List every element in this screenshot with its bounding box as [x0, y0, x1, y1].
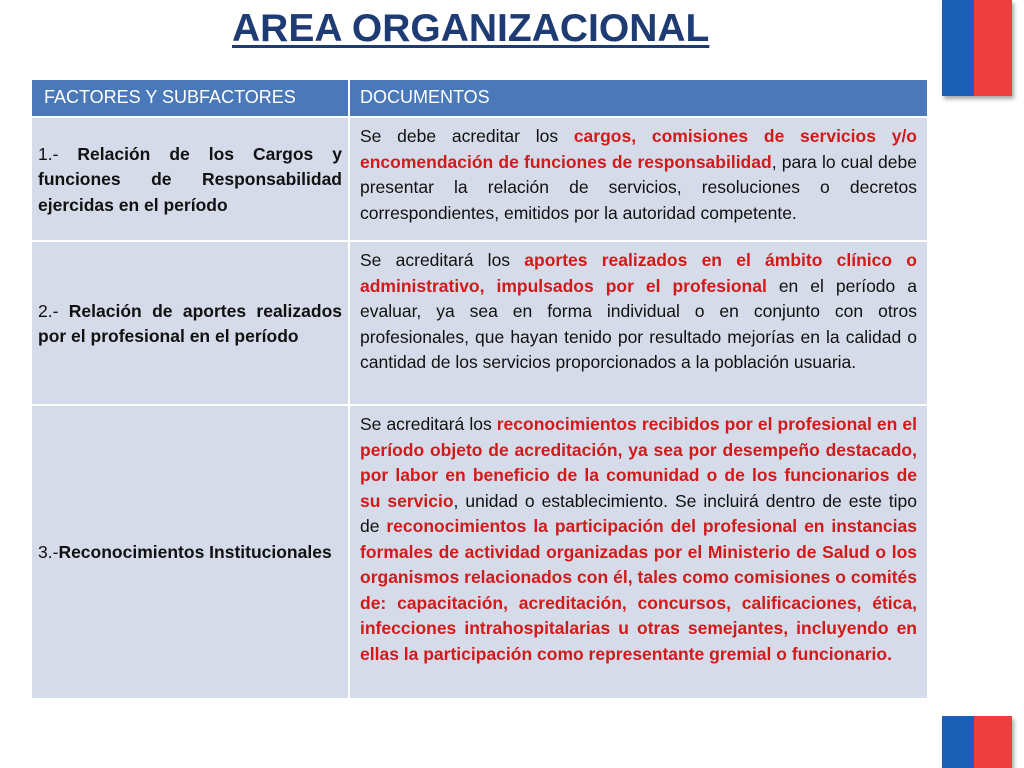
- table-row: [32, 117, 928, 241]
- doc-text: Se acreditará los: [360, 250, 525, 270]
- flag-decoration-top: [942, 0, 1012, 96]
- factor-name: Reconocimientos Institucionales: [58, 542, 332, 563]
- factor-cell: [32, 405, 349, 698]
- table-row: [32, 241, 928, 405]
- header-factores: FACTORES Y SUBFACTORES: [32, 80, 349, 117]
- flag-red-bar: [974, 716, 1012, 768]
- doc-text: , unidad o establecimiento. Se incluirá dentro de este tipo de: [360, 490, 917, 536]
- table-header-row: [32, 80, 928, 117]
- factor-prefix: 1.-: [38, 143, 78, 164]
- factors-table: [32, 80, 929, 698]
- factor-prefix: 3.-: [38, 542, 59, 563]
- doc-highlight: reconocimientos recibidos por el profesional en el período objeto de acreditación, ya sea por desempeño destacado, por labor en beneficio de la comunidad o de los funcionarios de su servicio: [360, 414, 917, 511]
- doc-highlight: cargos, comisiones de servicios y/o encomendación de funciones de responsabilidad: [360, 126, 917, 172]
- header-documentos: DOCUMENTOS: [349, 80, 928, 117]
- flag-red-bar: [974, 0, 1012, 96]
- doc-highlight: reconocimientos la participación del profesional en instancias formales de actividad organizadas por el Ministerio de Salud o los organismos relacionados con él, tales como comisiones o comités de: capacitación, acreditación, concursos, calificaciones, ética, infecciones intrahospitalarias u otras semejantes, incluyendo en ellas la participación como representante gremial o funcionario.: [360, 516, 917, 664]
- factor-cell: [32, 241, 349, 405]
- flag-blue-bar: [942, 716, 974, 768]
- document-cell: [349, 117, 928, 241]
- factor-name: Relación de aportes realizados por el profesional en el período: [38, 300, 342, 346]
- flag-blue-bar: [942, 0, 974, 96]
- factor-prefix: 2.-: [38, 300, 69, 321]
- doc-highlight: aportes realizados en el ámbito clínico o administrativo, impulsados por el profesional: [360, 250, 917, 296]
- doc-text: Se acreditará los: [360, 414, 497, 434]
- doc-text: , para lo cual debe presentar la relación de servicios, resoluciones o decretos correspondientes, emitidos por la autoridad competente.: [360, 151, 917, 223]
- doc-text: Se debe acreditar los: [360, 126, 574, 146]
- table-row: [32, 405, 928, 698]
- doc-text: en el período a evaluar, ya sea en forma individual o en conjunto con otros profesionales, que hayan tenido por resultado mejorías en la calidad o cantidad de los servicios proporcionados a la población usuaria.: [360, 275, 917, 372]
- page-title: AREA ORGANIZACIONAL: [232, 7, 710, 50]
- factor-name: Relación de los Cargos y funciones de Responsabilidad ejercidas en el período: [38, 143, 342, 215]
- document-cell: [349, 241, 928, 405]
- flag-decoration-bottom: [942, 716, 1012, 768]
- factor-cell: [32, 117, 349, 241]
- document-cell: [349, 405, 928, 698]
